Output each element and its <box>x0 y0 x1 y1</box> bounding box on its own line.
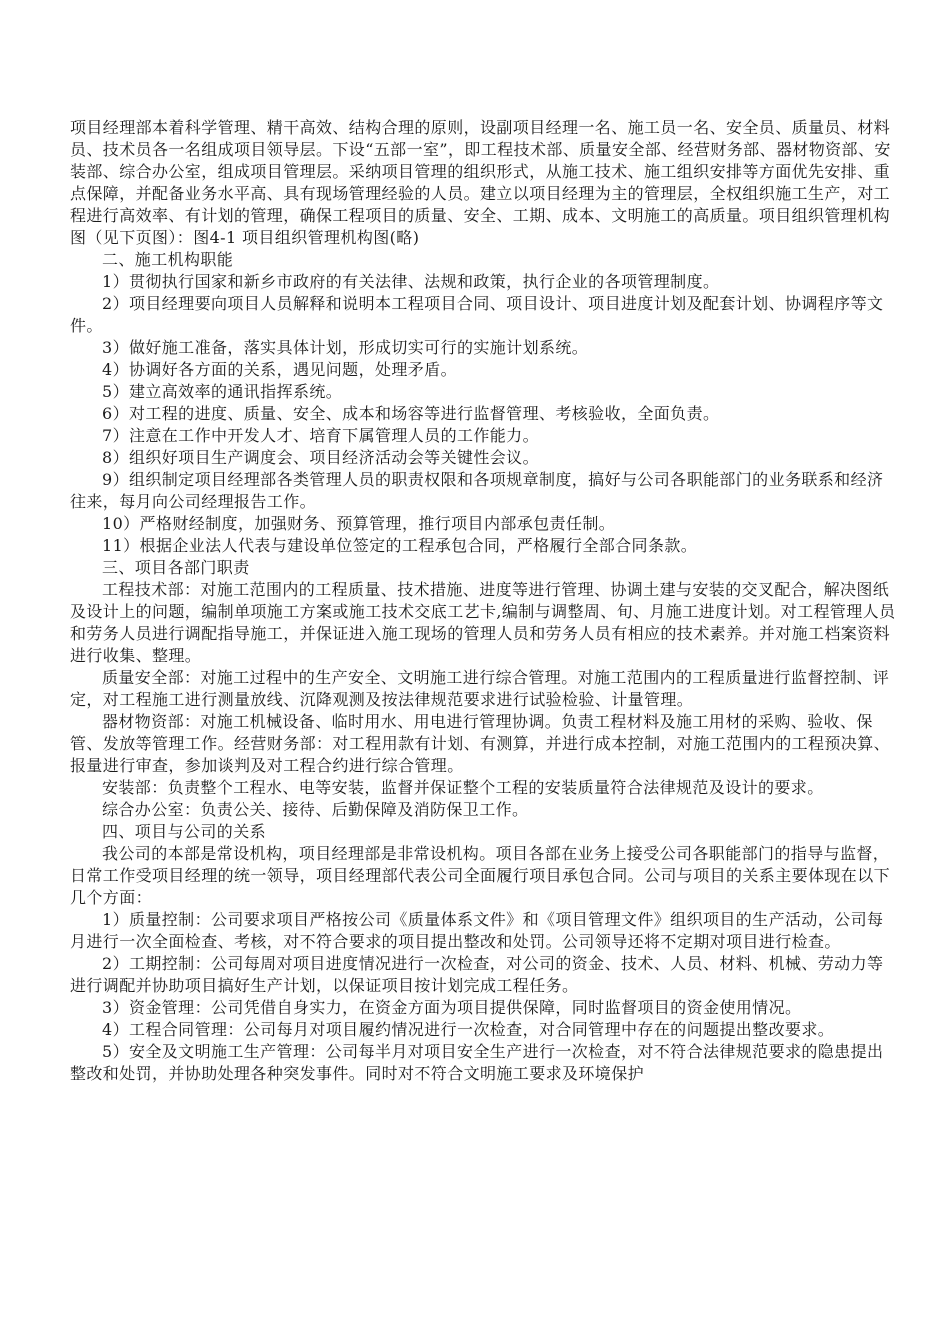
list-item: 1）质量控制：公司要求项目严格按公司《质量体系文件》和《项目管理文件》组织项目的生产活动，公司每月进行一次全面检查、考核，对不符合要求的项目提出整改和处罚。公司领导还将不定期对项目进行检查。 <box>70 910 884 951</box>
list-item: 1）贯彻执行国家和新乡市政府的有关法律、法规和政策，执行企业的各项管理制度。 <box>102 272 720 291</box>
relation-paragraph: 我公司的本部是常设机构，项目经理部是非常设机构。项目各部在业务上接受公司各职能部门的指导与监督，日常工作受项目经理的统一领导，项目经理部代表公司全面履行项目承包合同。公司与项目的关系主要体现在以下几个方面： <box>70 844 891 907</box>
list-item: 8）组织好项目生产调度会、项目经济活动会等关键性会议。 <box>102 448 539 467</box>
list-item: 9）组织制定项目经理部各类管理人员的职责权限和各项规章制度，搞好与公司各职能部门的业务联系和经济往来，每月向公司经理报告工作。 <box>70 470 884 511</box>
list-item: 10）严格财经制度，加强财务、预算管理，推行项目内部承包责任制。 <box>102 514 616 533</box>
document-page <box>70 117 896 1085</box>
section-heading-relations: 四、项目与公司的关系 <box>102 822 267 841</box>
list-item: 7）注意在工作中开发人才、培育下属管理人员的工作能力。 <box>102 426 539 445</box>
list-item: 3）做好施工准备，落实具体计划，形成切实可行的实施计划系统。 <box>102 338 589 357</box>
section-heading-departments: 三、项目各部门职责 <box>102 558 250 577</box>
list-item: 2）项目经理要向项目人员解释和说明本工程项目合同、项目设计、项目进度计划及配套计划、协调程序等文件。 <box>70 294 884 335</box>
list-item: 4）工程合同管理：公司每月对项目履约情况进行一次检查，对合同管理中存在的问题提出整改要求。 <box>102 1020 835 1039</box>
list-item: 4）协调好各方面的关系，遇见问题，处理矛盾。 <box>102 360 457 379</box>
list-item: 5）建立高效率的通讯指挥系统。 <box>102 382 343 401</box>
list-item: 11）根据企业法人代表与建设单位签定的工程承包合同，严格履行全部合同条款。 <box>102 536 698 555</box>
department-paragraph: 器材物资部：对施工机械设备、临时用水、用电进行管理协调。负责工程材料及施工用材的采购、验收、保管、发放等管理工作。经营财务部：对工程用款有计划、有测算，并进行成本控制，对施工范围内的工程预决算、报量进行审查，参加谈判及对工程合约进行综合管理。 <box>70 712 891 775</box>
department-paragraph: 综合办公室：负责公关、接待、后勤保障及消防保卫工作。 <box>102 800 529 819</box>
list-item: 2）工期控制：公司每周对项目进度情况进行一次检查，对公司的资金、技术、人员、材料、机械、劳动力等进行调配并协助项目搞好生产计划，以保证项目按计划完成工程任务。 <box>70 954 884 995</box>
department-paragraph: 工程技术部：对施工范围内的工程质量、技术措施、进度等进行管理、协调土建与安装的交叉配合，解决图纸及设计上的问题，编制单项施工方案或施工技术交底工艺卡,编制与调整周、旬、月施工进度计划。对工程管理人员和劳务人员进行调配指导施工，并保证进入施工现场的管理人员和劳务人员有相应的技术素养。并对施工档案资料进行收集、整理。 <box>70 580 896 665</box>
list-item: 5）安全及文明施工生产管理：公司每半月对项目安全生产进行一次检查，对不符合法律规范要求的隐患提出整改和处罚，并协助处理各种突发事件。同时对不符合文明施工要求及环境保护 <box>70 1042 884 1083</box>
department-paragraph: 安装部：负责整个工程水、电等安装，监督并保证整个工程的安装质量符合法律规范及设计的要求。 <box>102 778 824 797</box>
department-paragraph: 质量安全部：对施工过程中的生产安全、文明施工进行综合管理。对施工范围内的工程质量进行监督控制、评定，对工程施工进行测量放线、沉降观测及按法律规范要求进行试验检验、计量管理。 <box>70 668 890 709</box>
section-heading-functions: 二、施工机构职能 <box>102 250 234 269</box>
list-item: 6）对工程的进度、质量、安全、成本和场容等进行监督管理、考核验收，全面负责。 <box>102 404 720 423</box>
intro-paragraph: 项目经理部本着科学管理、精干高效、结构合理的原则，设副项目经理一名、施工员一名、安全员、质量员、材料员、技术员各一名组成项目领导层。下设“五部一室”，即工程技术部、质量安全部、经营财务部、器材物资部、安装部、综合办公室，组成项目管理层。采纳项目管理的组织形式，从施工技术、施工组织安排等方面优先安排、重点保障，并配备业务水平高、具有现场管理经验的人员。建立以项目经理为主的管理层，全权组织施工生产，对工程进行高效率、有计划的管理，确保工程项目的质量、安全、工期、成本、文明施工的高质量。项目组织管理机构图（见下页图）：图4-1 项目组织管理机构图(略) <box>70 118 891 247</box>
list-item: 3）资金管理：公司凭借自身实力，在资金方面为项目提供保障，同时监督项目的资金使用情况。 <box>102 998 802 1017</box>
